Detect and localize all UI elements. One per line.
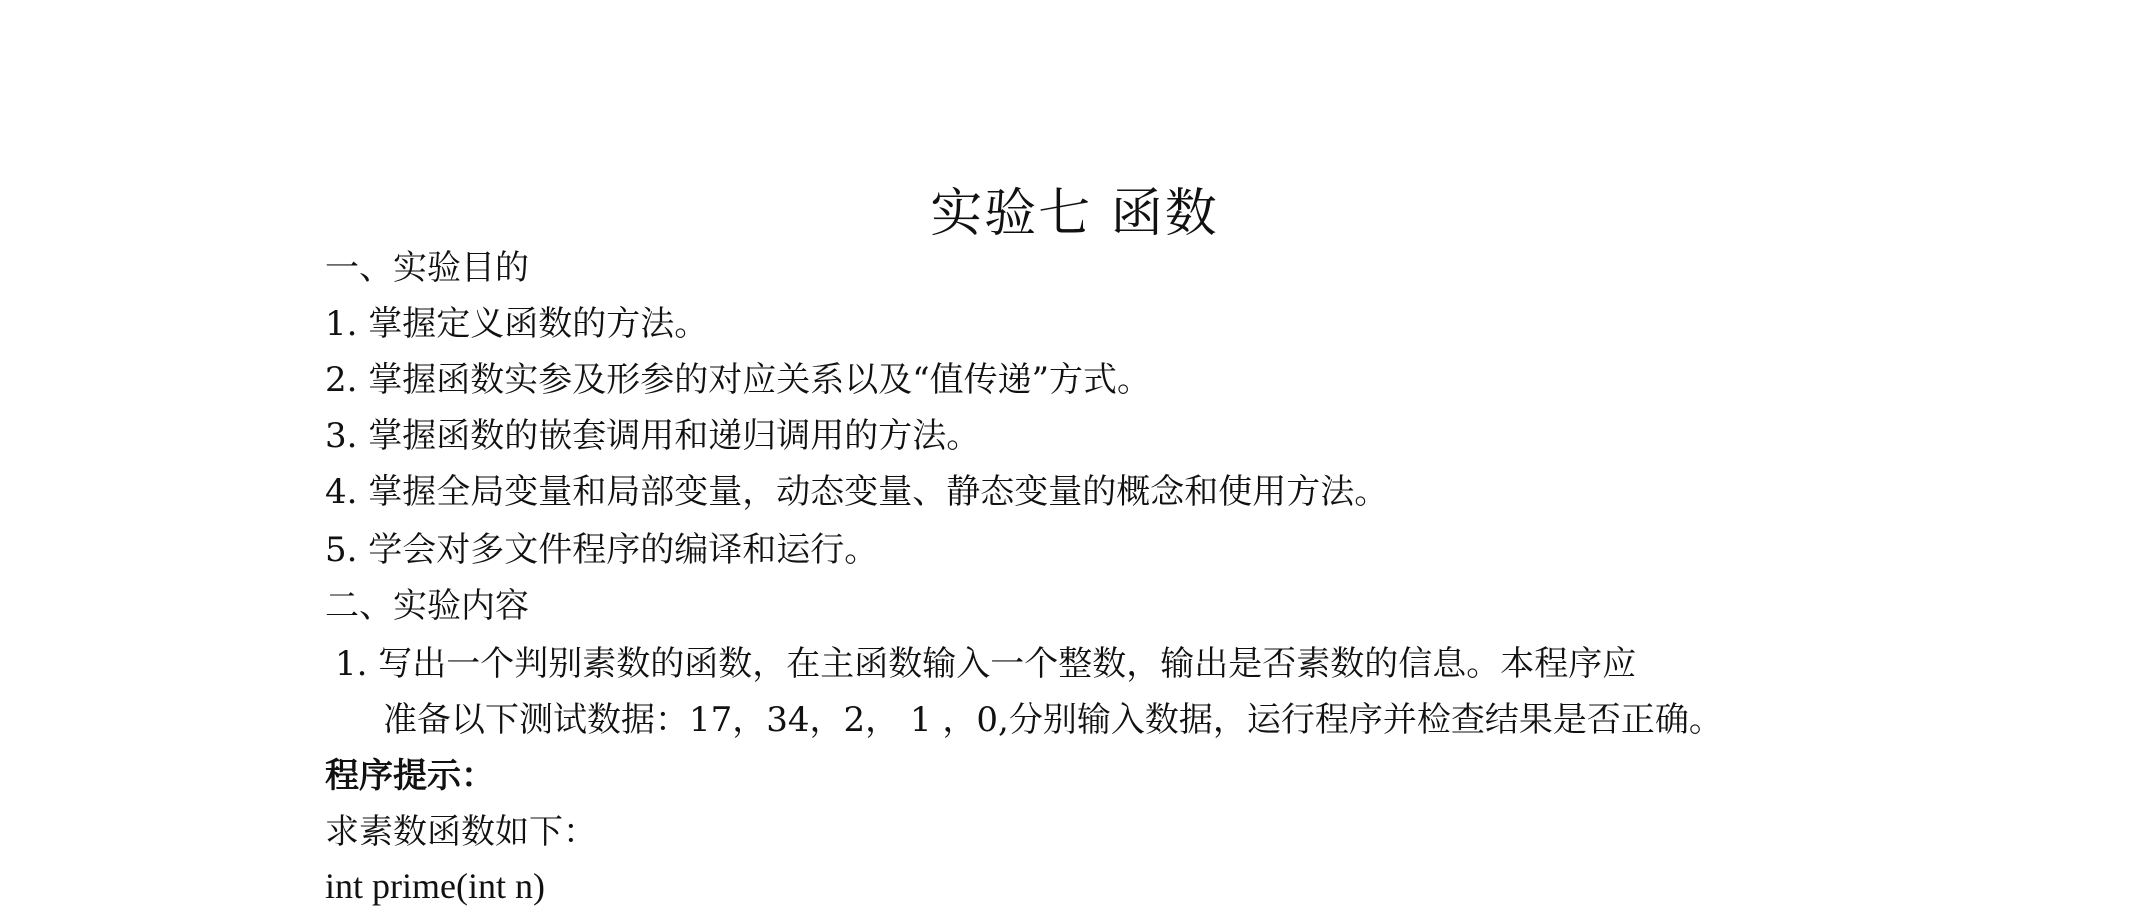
objective-number: 3. bbox=[325, 416, 358, 456]
hint-label: 程序提示： bbox=[325, 756, 495, 796]
objective-item-2 bbox=[325, 352, 1151, 408]
content-text: 写出一个判别素数的函数，在主函数输入一个整数，输出是否素数的信息。本程序应 bbox=[378, 644, 1637, 684]
code-line: int prime(int n) bbox=[325, 866, 545, 906]
objective-item-4 bbox=[325, 464, 1388, 520]
objective-item-1 bbox=[325, 296, 708, 352]
objective-item-5 bbox=[325, 522, 878, 578]
objective-number: 1. bbox=[325, 304, 358, 344]
objective-text: 掌握函数实参及形参的对应关系以及“值传递”方式。 bbox=[368, 360, 1152, 400]
hint-text: 求素数函数如下： bbox=[325, 812, 597, 852]
objective-item-3 bbox=[325, 408, 980, 464]
document-title: 实验七 函数 bbox=[930, 184, 1219, 244]
objective-text: 掌握定义函数的方法。 bbox=[368, 304, 709, 344]
section-heading-content: 二、实验内容 bbox=[325, 586, 529, 626]
content-item-1-line-2: 准备以下测试数据：17，34，2， 1 ，0,分别输入数据，运行程序并检查结果是否正确。 bbox=[383, 700, 1723, 740]
objective-text: 掌握函数的嵌套调用和递归调用的方法。 bbox=[368, 416, 981, 456]
objective-number: 5. bbox=[325, 530, 358, 570]
objective-number: 4. bbox=[325, 472, 358, 512]
content-number: 1. bbox=[335, 644, 368, 684]
content-item-1-line-1 bbox=[335, 636, 1636, 692]
objective-number: 2. bbox=[325, 360, 358, 400]
objective-text: 掌握全局变量和局部变量，动态变量、静态变量的概念和使用方法。 bbox=[368, 472, 1389, 512]
objective-text: 学会对多文件程序的编译和运行。 bbox=[368, 530, 879, 570]
section-heading-objectives: 一、实验目的 bbox=[325, 248, 529, 288]
